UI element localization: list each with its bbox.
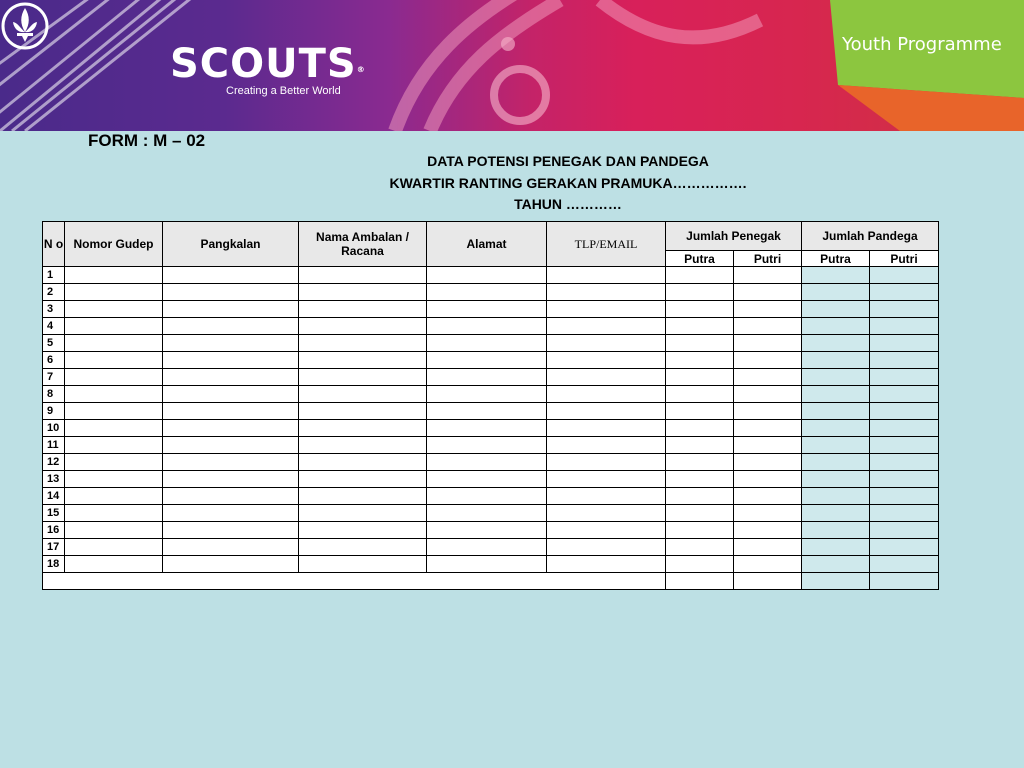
table-cell[interactable]: [163, 403, 299, 420]
total-cell[interactable]: [870, 573, 939, 590]
table-cell[interactable]: [163, 437, 299, 454]
table-cell[interactable]: [547, 369, 666, 386]
table-row: [43, 437, 939, 454]
table-cell[interactable]: [734, 471, 802, 488]
table-cell[interactable]: [802, 352, 870, 369]
table-cell[interactable]: [666, 267, 734, 284]
table-cell[interactable]: [65, 301, 163, 318]
table-row: [43, 454, 939, 471]
table-cell[interactable]: [547, 403, 666, 420]
table-cell[interactable]: [870, 539, 939, 556]
header-jumlah-pandega: Jumlah Pandega: [802, 222, 939, 251]
table-cell[interactable]: [870, 505, 939, 522]
table-cell[interactable]: [163, 556, 299, 573]
table-cell[interactable]: [65, 556, 163, 573]
table-cell[interactable]: [65, 369, 163, 386]
table-cell[interactable]: [547, 352, 666, 369]
table-cell[interactable]: [163, 488, 299, 505]
table-cell[interactable]: [299, 437, 427, 454]
table-cell[interactable]: [163, 369, 299, 386]
header-penegak-putra: Putra: [666, 251, 734, 267]
table-row: [43, 539, 939, 556]
table-cell[interactable]: [427, 318, 547, 335]
table-cell[interactable]: [163, 522, 299, 539]
row-number: 17: [43, 539, 65, 556]
brand-name: SCOUTS®: [170, 41, 366, 87]
table-cell[interactable]: [163, 471, 299, 488]
table-cell[interactable]: [299, 369, 427, 386]
total-label-cell: [43, 573, 666, 590]
table-cell[interactable]: [427, 386, 547, 403]
table-cell[interactable]: [666, 335, 734, 352]
table-cell[interactable]: [870, 454, 939, 471]
row-number: 8: [43, 386, 65, 403]
table-cell[interactable]: [666, 471, 734, 488]
header-penegak-putri: Putri: [734, 251, 802, 267]
table-cell[interactable]: [547, 420, 666, 437]
table-cell[interactable]: [427, 403, 547, 420]
table-cell[interactable]: [802, 301, 870, 318]
form-title-line-2: KWARTIR RANTING GERAKAN PRAMUKA…………….: [389, 175, 747, 191]
table-cell[interactable]: [299, 556, 427, 573]
table-cell[interactable]: [547, 488, 666, 505]
table-cell[interactable]: [427, 267, 547, 284]
table-cell[interactable]: [65, 471, 163, 488]
table-cell[interactable]: [163, 420, 299, 437]
table-cell[interactable]: [163, 318, 299, 335]
table-cell[interactable]: [734, 352, 802, 369]
table-cell[interactable]: [666, 488, 734, 505]
table-cell[interactable]: [65, 267, 163, 284]
table-cell[interactable]: [163, 267, 299, 284]
table-cell[interactable]: [547, 386, 666, 403]
total-cell[interactable]: [802, 573, 870, 590]
table-cell[interactable]: [734, 335, 802, 352]
table-cell[interactable]: [802, 437, 870, 454]
row-number: 4: [43, 318, 65, 335]
table-cell[interactable]: [65, 403, 163, 420]
header-pangkalan: Pangkalan: [163, 222, 299, 267]
table-cell[interactable]: [427, 352, 547, 369]
table-cell[interactable]: [666, 403, 734, 420]
row-number: 15: [43, 505, 65, 522]
table-cell[interactable]: [547, 539, 666, 556]
table-cell[interactable]: [802, 522, 870, 539]
table-cell[interactable]: [870, 556, 939, 573]
table-cell[interactable]: [734, 301, 802, 318]
table-cell[interactable]: [427, 284, 547, 301]
header-jumlah-penegak: Jumlah Penegak: [666, 222, 802, 251]
header-nama-ambalan: Nama Ambalan / Racana: [299, 222, 427, 267]
table-row: [43, 301, 939, 318]
table-cell[interactable]: [299, 454, 427, 471]
table-cell[interactable]: [802, 539, 870, 556]
row-number: 16: [43, 522, 65, 539]
total-cell[interactable]: [734, 573, 802, 590]
table-cell[interactable]: [666, 386, 734, 403]
row-number: 11: [43, 437, 65, 454]
table-cell[interactable]: [299, 386, 427, 403]
table-cell[interactable]: [734, 403, 802, 420]
potensi-data-table: [42, 221, 939, 590]
row-number: 1: [43, 267, 65, 284]
row-number: 5: [43, 335, 65, 352]
table-row: [43, 369, 939, 386]
row-number: 7: [43, 369, 65, 386]
table-cell[interactable]: [547, 556, 666, 573]
table-cell[interactable]: [427, 471, 547, 488]
table-cell[interactable]: [163, 505, 299, 522]
table-cell[interactable]: [666, 437, 734, 454]
table-row: [43, 420, 939, 437]
table-cell[interactable]: [163, 386, 299, 403]
table-cell[interactable]: [299, 420, 427, 437]
header-no: N o: [43, 222, 65, 267]
table-cell[interactable]: [427, 505, 547, 522]
table-row: [43, 488, 939, 505]
table-cell[interactable]: [299, 522, 427, 539]
table-cell[interactable]: [65, 386, 163, 403]
table-cell[interactable]: [734, 505, 802, 522]
table-cell[interactable]: [870, 420, 939, 437]
table-cell[interactable]: [65, 539, 163, 556]
table-cell[interactable]: [299, 301, 427, 318]
table-cell[interactable]: [427, 420, 547, 437]
table-cell[interactable]: [299, 267, 427, 284]
table-cell[interactable]: [802, 369, 870, 386]
table-cell[interactable]: [870, 471, 939, 488]
table-cell[interactable]: [734, 522, 802, 539]
table-cell[interactable]: [802, 471, 870, 488]
table-cell[interactable]: [666, 539, 734, 556]
form-code: FORM : M – 02: [88, 131, 206, 150]
row-number: 18: [43, 556, 65, 573]
table-row: [43, 505, 939, 522]
table-cell[interactable]: [870, 488, 939, 505]
table-cell[interactable]: [870, 403, 939, 420]
table-cell[interactable]: [802, 420, 870, 437]
table-cell[interactable]: [734, 386, 802, 403]
table-cell[interactable]: [734, 556, 802, 573]
table-row: [43, 318, 939, 335]
table-cell[interactable]: [547, 505, 666, 522]
header-banner: [0, 0, 1024, 131]
row-number: 9: [43, 403, 65, 420]
table-cell[interactable]: [802, 505, 870, 522]
table-cell[interactable]: [870, 352, 939, 369]
table-cell[interactable]: [870, 522, 939, 539]
table-cell[interactable]: [163, 301, 299, 318]
header-alamat: Alamat: [427, 222, 547, 267]
header-pandega-putri: Putri: [870, 251, 939, 267]
table-cell[interactable]: [65, 420, 163, 437]
table-cell[interactable]: [427, 369, 547, 386]
table-cell[interactable]: [547, 301, 666, 318]
table-row: [43, 267, 939, 284]
table-cell[interactable]: [299, 488, 427, 505]
table-cell[interactable]: [65, 454, 163, 471]
table-cell[interactable]: [734, 284, 802, 301]
table-cell[interactable]: [427, 539, 547, 556]
table-cell[interactable]: [65, 335, 163, 352]
table-cell[interactable]: [65, 284, 163, 301]
row-number: 12: [43, 454, 65, 471]
table-cell[interactable]: [666, 420, 734, 437]
table-cell[interactable]: [163, 284, 299, 301]
table-cell[interactable]: [547, 335, 666, 352]
table-cell[interactable]: [802, 284, 870, 301]
table-cell[interactable]: [65, 352, 163, 369]
table-cell[interactable]: [734, 454, 802, 471]
table-cell[interactable]: [734, 369, 802, 386]
table-cell[interactable]: [65, 522, 163, 539]
table-cell[interactable]: [870, 335, 939, 352]
table-cell[interactable]: [666, 301, 734, 318]
table-cell[interactable]: [299, 403, 427, 420]
table-cell[interactable]: [870, 437, 939, 454]
table-cell[interactable]: [163, 454, 299, 471]
table-cell[interactable]: [666, 454, 734, 471]
row-number: 6: [43, 352, 65, 369]
table-cell[interactable]: [65, 488, 163, 505]
table-cell[interactable]: [299, 352, 427, 369]
programme-label: Youth Programme: [842, 34, 1002, 55]
table-cell[interactable]: [666, 284, 734, 301]
table-cell[interactable]: [299, 335, 427, 352]
table-cell[interactable]: [427, 556, 547, 573]
table-cell[interactable]: [65, 505, 163, 522]
table-cell[interactable]: [163, 335, 299, 352]
table-row: [43, 386, 939, 403]
table-cell[interactable]: [666, 505, 734, 522]
form-title-line-3: TAHUN …………: [514, 196, 622, 212]
row-number: 14: [43, 488, 65, 505]
scout-emblem-icon: [0, 0, 50, 54]
table-cell[interactable]: [299, 539, 427, 556]
header-tlp-email: TLP/EMAIL: [547, 222, 666, 267]
form-title-line-1: DATA POTENSI PENEGAK DAN PANDEGA: [427, 153, 709, 169]
table-cell[interactable]: [163, 539, 299, 556]
table-cell[interactable]: [870, 301, 939, 318]
table-cell[interactable]: [802, 454, 870, 471]
row-number: 3: [43, 301, 65, 318]
table-cell[interactable]: [299, 471, 427, 488]
total-row: [43, 573, 939, 590]
table-cell[interactable]: [427, 437, 547, 454]
table-row: [43, 471, 939, 488]
table-cell[interactable]: [666, 318, 734, 335]
table-cell[interactable]: [547, 437, 666, 454]
table-cell[interactable]: [427, 301, 547, 318]
table-cell[interactable]: [666, 522, 734, 539]
table-cell[interactable]: [870, 386, 939, 403]
table-row: [43, 403, 939, 420]
table-cell[interactable]: [802, 403, 870, 420]
table-cell[interactable]: [870, 369, 939, 386]
table-cell[interactable]: [734, 318, 802, 335]
row-number: 10: [43, 420, 65, 437]
table-cell[interactable]: [547, 318, 666, 335]
table-cell[interactable]: [666, 352, 734, 369]
table-cell[interactable]: [802, 267, 870, 284]
row-number: 2: [43, 284, 65, 301]
header-pandega-putra: Putra: [802, 251, 870, 267]
banner-decoration: [0, 0, 1024, 131]
table-cell[interactable]: [163, 352, 299, 369]
table-cell[interactable]: [547, 522, 666, 539]
table-row: [43, 522, 939, 539]
table-cell[interactable]: [870, 318, 939, 335]
table-cell[interactable]: [802, 488, 870, 505]
table-row: [43, 284, 939, 301]
table-cell[interactable]: [65, 318, 163, 335]
table-cell[interactable]: [547, 284, 666, 301]
table-cell[interactable]: [299, 318, 427, 335]
table-cell[interactable]: [666, 556, 734, 573]
table-row: [43, 352, 939, 369]
table-cell[interactable]: [734, 539, 802, 556]
table-row: [43, 335, 939, 352]
table-cell[interactable]: [299, 505, 427, 522]
table-body: [43, 267, 939, 590]
table-cell[interactable]: [734, 437, 802, 454]
table-cell[interactable]: [870, 267, 939, 284]
row-number: 13: [43, 471, 65, 488]
brand-tagline: Creating a Better World: [226, 85, 341, 97]
table-cell[interactable]: [427, 454, 547, 471]
table-cell[interactable]: [299, 284, 427, 301]
header-nomor-gudep: Nomor Gudep: [65, 222, 163, 267]
table-cell[interactable]: [547, 454, 666, 471]
table-cell[interactable]: [802, 335, 870, 352]
table-cell[interactable]: [802, 318, 870, 335]
table-cell[interactable]: [734, 267, 802, 284]
table-cell[interactable]: [802, 386, 870, 403]
table-cell[interactable]: [427, 522, 547, 539]
table-cell[interactable]: [547, 267, 666, 284]
table-cell[interactable]: [65, 437, 163, 454]
table-cell[interactable]: [734, 420, 802, 437]
table-cell[interactable]: [427, 335, 547, 352]
table-row: [43, 556, 939, 573]
table-cell[interactable]: [547, 471, 666, 488]
table-cell[interactable]: [870, 284, 939, 301]
table-cell[interactable]: [427, 488, 547, 505]
table-cell[interactable]: [734, 488, 802, 505]
table-cell[interactable]: [802, 556, 870, 573]
table-cell[interactable]: [666, 369, 734, 386]
total-cell[interactable]: [666, 573, 734, 590]
